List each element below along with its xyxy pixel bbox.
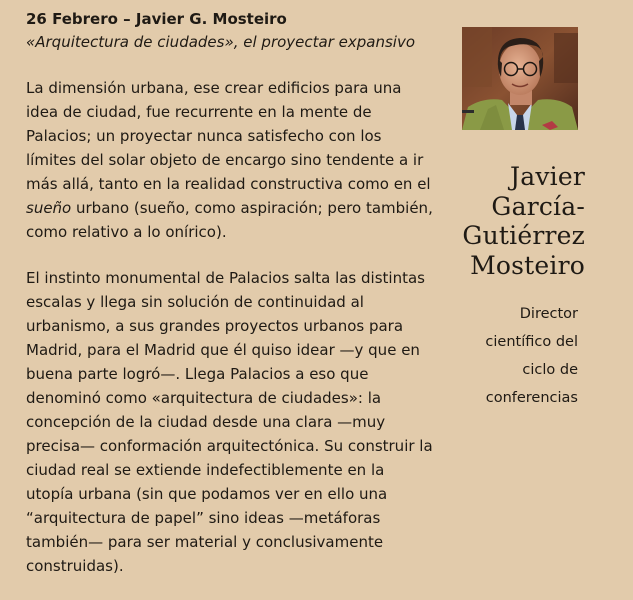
paragraph-2: El instinto monumental de Palacios salta las distintas escalas y llega sin solución de continuidad al urbanismo, a sus grandes proyectos urbanos para Madrid, para el Madrid que él quiso idear —y que en buena parte logró—. Llega Palacios a eso que denominó como «arquitectura de ciudades»: la concepción de la ciudad desde una clara —muy precisa— conformación arquitectónica. Su construir la ciudad real se extiende indefectiblemente en la utopía urbana (sin que podamos ver en ello una “arquitectura de papel” sino ideas —metáforas también— para ser material y conclusivamente construidas). [26, 269, 433, 575]
speaker-name-line-1: Javier [510, 162, 585, 191]
lecture-subtitle: «Arquitectura de ciudades», el proyectar expansivo [26, 33, 416, 51]
speaker-column [462, 27, 622, 412]
speaker-name-line-3: Gutiérrez [462, 221, 585, 250]
paragraph-1-text-a: La dimensión urbana, ese crear edificios para una idea de ciudad, fue recurrente en la mente de Palacios; un proyectar nunca satisfecho con los límites del solar objeto de encargo sino tendente a ir más allá, tanto en la realidad constructiva como en el [26, 79, 431, 193]
speaker-portrait [462, 27, 578, 130]
paragraph-1-text-b: urbano (sueño, como aspiración; pero también, como relativo a lo onírico). [26, 199, 433, 241]
speaker-name-line-2: García- [491, 191, 585, 221]
speaker-role-line-2: científico del [485, 334, 578, 350]
speaker-role-line-4: conferencias [485, 390, 578, 406]
speaker-name [462, 162, 585, 280]
paragraph-1-italic: sueño [26, 199, 72, 217]
speaker-role [462, 300, 578, 412]
speaker-role-line-1: Director [519, 306, 578, 322]
paragraph-1 [26, 76, 436, 244]
speaker-role-line-3: ciclo de [522, 362, 578, 378]
event-date-title: 26 Febrero – Javier G. Mosteiro [26, 10, 287, 28]
speaker-name-line-4: Mosteiro [470, 250, 585, 280]
article-column [26, 8, 436, 600]
